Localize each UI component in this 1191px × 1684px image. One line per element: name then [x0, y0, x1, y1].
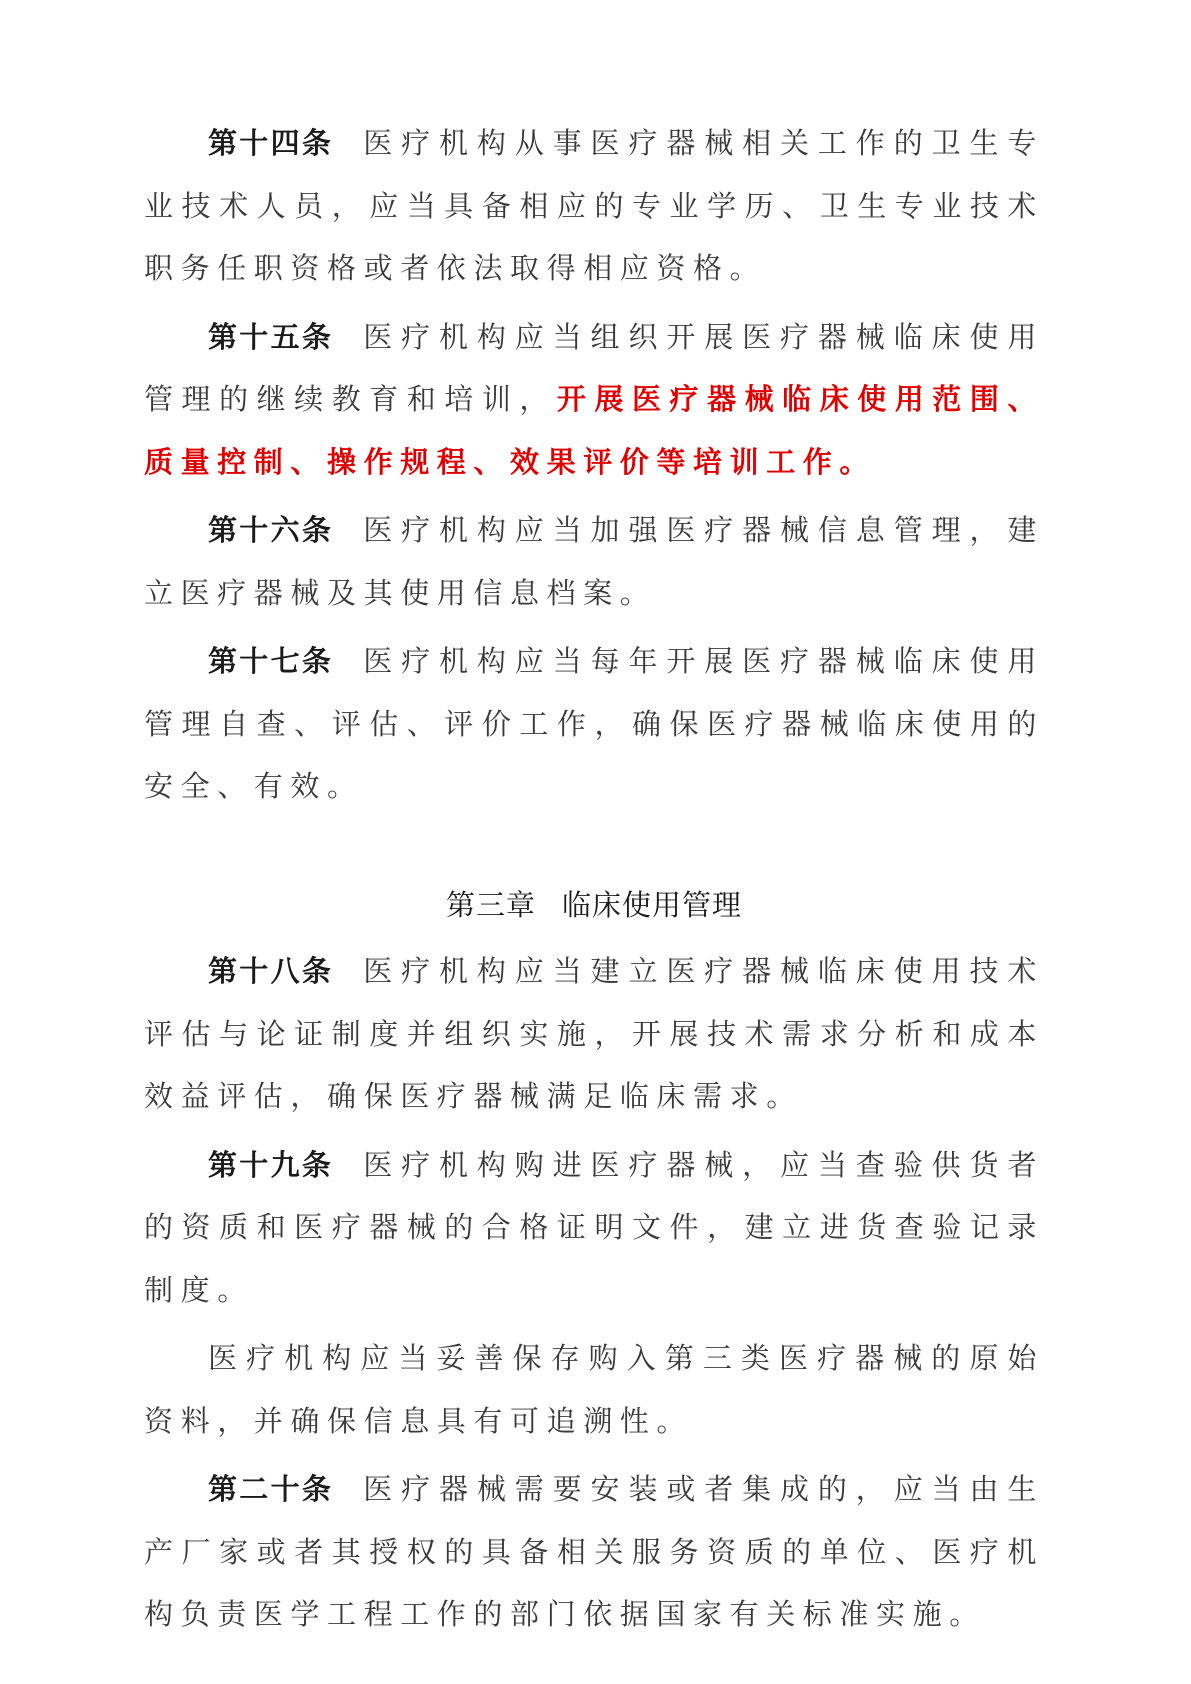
article-15: [144, 306, 1044, 494]
article-number: 第十五条: [208, 319, 334, 354]
article-text: 医疗机构从事医疗器械相关工作的卫生专业技术人员，应当具备相应的专业学历、卫生专业技术职务任职资格或者依法取得相应资格。: [144, 126, 1044, 285]
article-16: [144, 499, 1044, 624]
article-number: 第十四条: [208, 126, 334, 160]
article-text: 医疗器械需要安装或者集成的，应当由生产厂家或者其授权的具备相关服务资质的单位、医疗机构负责医学工程工作的部门依据国家有关标准实施。: [144, 1472, 1044, 1631]
article-number: 第十九条: [208, 1147, 334, 1182]
article-number: 第十六条: [208, 513, 334, 547]
article-text: 医疗机构应当加强医疗器械信息管理，建立医疗器械及其使用信息档案。: [144, 513, 1044, 610]
article-14: [144, 112, 1044, 300]
chapter-number: 第三章: [445, 887, 536, 922]
chapter-title: 临床使用管理: [562, 887, 743, 922]
article-17: [144, 630, 1044, 818]
article-number: 第十八条: [208, 954, 334, 988]
article-number: 第二十条: [208, 1472, 334, 1506]
article-text: 医疗机构应当组织开展医疗器械临床使用管理的继续教育和培训，: [144, 319, 1044, 416]
article-number: 第十七条: [208, 644, 334, 678]
article-text: 医疗机构应当建立医疗器械临床使用技术评估与论证制度并组织实施，开展技术需求分析和成本效益评估，确保医疗器械满足临床需求。: [144, 954, 1044, 1113]
article-19: [144, 1134, 1044, 1322]
document-body: [144, 112, 1044, 1652]
article-text: 医疗机构应当每年开展医疗器械临床使用管理自查、评估、评价工作，确保医疗器械临床使用的安全、有效。: [144, 644, 1044, 803]
article-19-paragraph-2: [144, 1327, 1044, 1452]
highlighted-text: 开展医疗器械临床使用范围、质量控制、操作规程、效果评价等培训工作。: [144, 382, 1044, 479]
article-text: 医疗机构购进医疗器械，应当查验供货者的资质和医疗器械的合格证明文件，建立进货查验记录制度。: [144, 1147, 1044, 1307]
article-text: 医疗机构应当妥善保存购入第三类医疗器械的原始资料，并确保信息具有可追溯性。: [144, 1341, 1044, 1438]
article-20: [144, 1458, 1044, 1646]
chapter-heading: [144, 874, 1044, 937]
article-18: [144, 940, 1044, 1128]
